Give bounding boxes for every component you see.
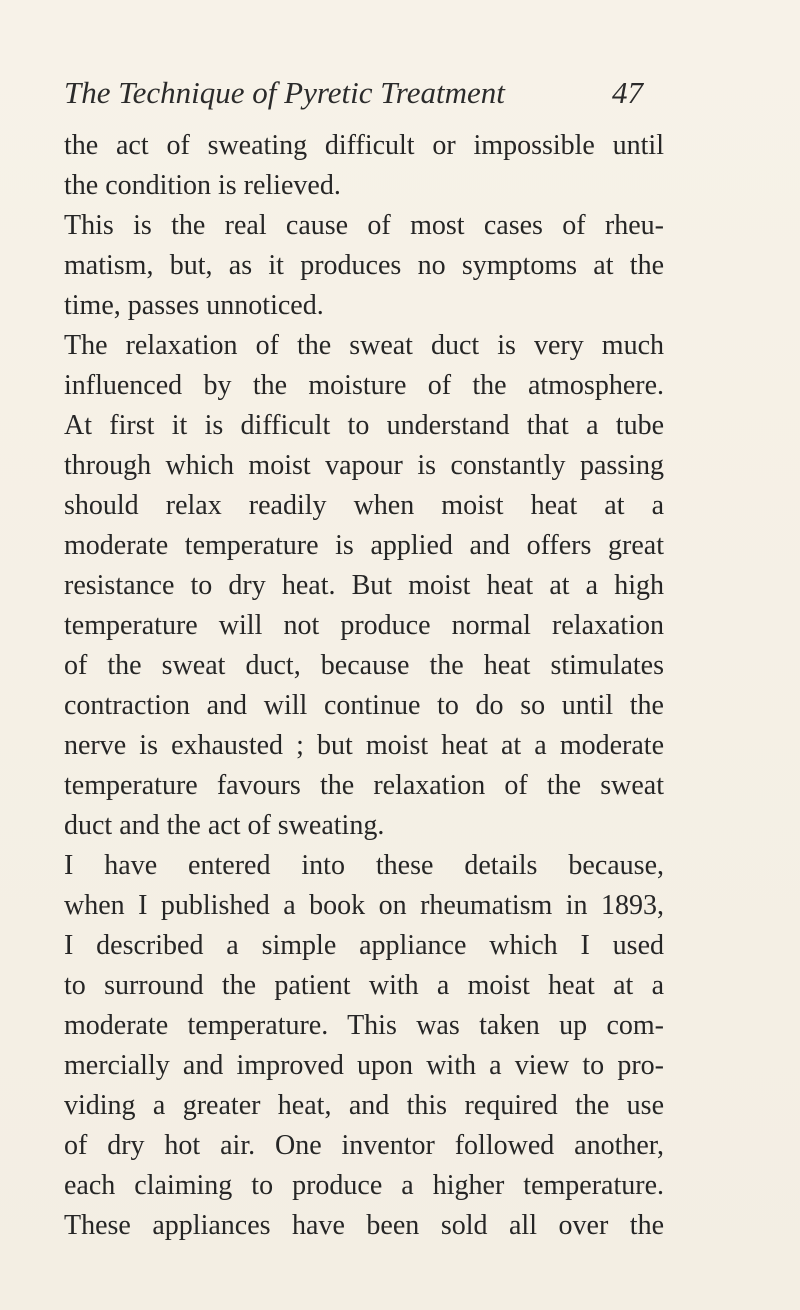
- text-line: At first it is difficult to understand that a tube: [64, 410, 664, 441]
- text-line: moderate temperature is applied and offers great: [64, 530, 664, 561]
- body-text: [64, 126, 664, 1241]
- text-line: nerve is exhausted ; but moist heat at a moderate: [64, 730, 664, 761]
- text-line: when I published a book on rheumatism in 1893,: [64, 890, 664, 921]
- text-line: viding a greater heat, and this required the use: [64, 1090, 664, 1121]
- text-line: to surround the patient with a moist heat at a: [64, 970, 664, 1001]
- text-line: moderate temperature. This was taken up com-: [64, 1010, 664, 1041]
- text-line: should relax readily when moist heat at a: [64, 490, 664, 521]
- page-number: 47: [612, 75, 643, 110]
- running-title: The Technique of Pyretic Treatment: [64, 75, 505, 110]
- text-line: temperature favours the relaxation of the sweat: [64, 770, 664, 801]
- text-line: of dry hot air. One inventor followed another,: [64, 1130, 664, 1161]
- text-line: These appliances have been sold all over the: [64, 1210, 664, 1241]
- text-line: through which moist vapour is constantly passing: [64, 450, 664, 481]
- text-line: This is the real cause of most cases of rheu-: [64, 210, 664, 241]
- text-line: each claiming to produce a higher temperature.: [64, 1170, 664, 1201]
- text-line: duct and the act of sweating.: [64, 810, 385, 841]
- text-line: time, passes unnoticed.: [64, 290, 324, 321]
- text-line: of the sweat duct, because the heat stimulates: [64, 650, 664, 681]
- text-line: I have entered into these details because,: [64, 850, 664, 881]
- text-line: I described a simple appliance which I used: [64, 930, 664, 961]
- text-line: The relaxation of the sweat duct is very much: [64, 330, 664, 361]
- text-line: the act of sweating difficult or impossible until: [64, 130, 664, 161]
- text-line: temperature will not produce normal relaxation: [64, 610, 664, 641]
- text-line: matism, but, as it produces no symptoms at the: [64, 250, 664, 281]
- text-line: the condition is relieved.: [64, 170, 341, 201]
- text-line: resistance to dry heat. But moist heat at a high: [64, 570, 664, 601]
- text-line: contraction and will continue to do so until the: [64, 690, 664, 721]
- text-line: influenced by the moisture of the atmosphere.: [64, 370, 664, 401]
- text-line: mercially and improved upon with a view to pro-: [64, 1050, 664, 1081]
